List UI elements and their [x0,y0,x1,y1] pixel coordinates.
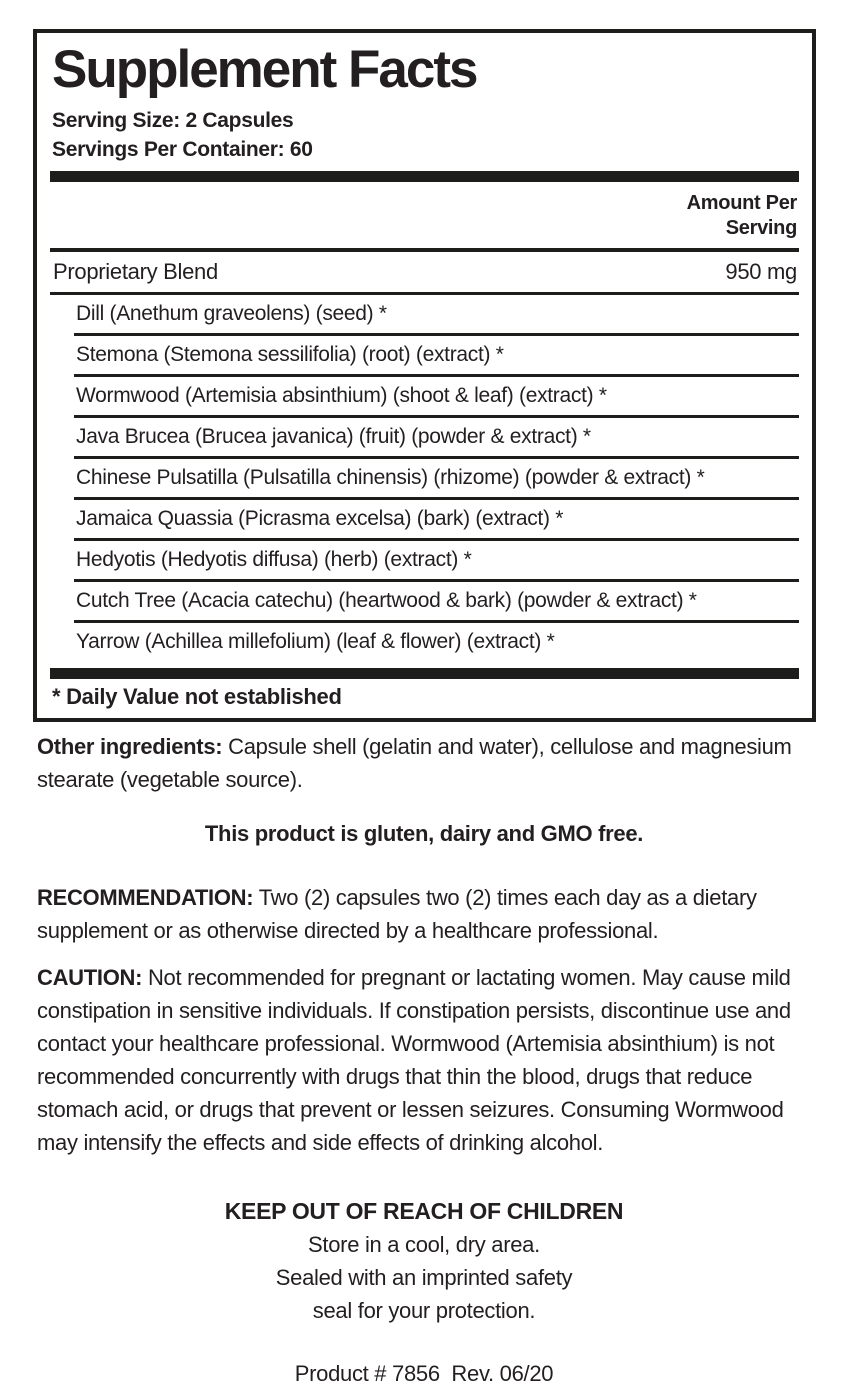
ingredient-row: Dill (Anethum graveolens) (seed) * [74,295,799,336]
product-number: Product # 7856 Rev. 06/20 [294,1361,554,1387]
amount-header-line1: Amount Per [686,192,797,215]
amount-per-serving-header [50,182,799,248]
recommendation-label: RECOMMENDATION: [37,885,254,911]
caution-text: Not recommended for pregnant or lactating women. May cause mild constipation in sensitive individuals. If constipation persists, discontinue use and contact your healthcare professional. Wormwood (Artemisia absinthium) is not recommended concurrently with drugs that thin the blood, drugs that reduce stomach acid, or drugs that prevent or lessen seizures. Consuming Wormwood may intensify the effects and side effects of drinking alcohol. [37,965,791,1156]
caution-paragraph [37,961,811,1159]
serving-size: Serving Size: 2 Capsules [52,109,294,133]
keep-out-block [37,1195,811,1327]
storage-line: Store in a cool, dry area. [308,1232,540,1258]
ingredient-list [74,295,799,661]
keep-out-heading: KEEP OUT OF REACH OF CHILDREN [224,1198,624,1225]
supplement-facts-panel [33,29,816,722]
daily-value-footnote: * Daily Value not established [52,684,342,710]
servings-per-container: Servings Per Container: 60 [52,138,313,162]
label-text-sections [37,730,811,1390]
ingredient-row: Yarrow (Achillea millefolium) (leaf & flower) (extract) * [76,630,555,654]
panel-title: Supplement Facts [52,40,477,99]
blend-amount: 950 mg [725,259,797,285]
ingredient-row: Java Brucea (Brucea javanica) (fruit) (powder & extract) * [74,418,799,459]
recommendation-text: Two (2) capsules two (2) times each day as a dietary supplement or as otherwise directed by a healthcare professional. [37,885,757,944]
storage-line: seal for your protection. [312,1298,536,1324]
divider-thick-top [50,171,799,182]
other-ingredients-label: Other ingredients: [37,734,223,760]
proprietary-blend-row [50,252,799,295]
ingredient-row: Hedyotis (Hedyotis diffusa) (herb) (extract) * [74,541,799,582]
storage-line: Sealed with an imprinted safety [275,1265,573,1291]
other-ingredients-paragraph [37,730,811,796]
ingredient-row: Stemona (Stemona sessilifolia) (root) (extract) * [74,336,799,377]
amount-header-line2: Serving [725,217,797,240]
divider-thick-bottom [50,668,799,679]
ingredient-row: Chinese Pulsatilla (Pulsatilla chinensis) (rhizome) (powder & extract) * [74,459,799,500]
blend-name: Proprietary Blend [53,259,218,285]
ingredient-row: Wormwood (Artemisia absinthium) (shoot & leaf) (extract) * [74,377,799,418]
ingredient-row: Cutch Tree (Acacia catechu) (heartwood & bark) (powder & extract) * [74,582,799,623]
caution-label: CAUTION: [37,965,143,991]
recommendation-paragraph [37,881,811,947]
other-ingredients-text: Capsule shell (gelatin and water), cellulose and magnesium stearate (vegetable source). [37,734,792,793]
ingredient-row: Jamaica Quassia (Picrasma excelsa) (bark) (extract) * [74,500,799,541]
free-claim-statement: This product is gluten, dairy and GMO free. [204,821,644,847]
